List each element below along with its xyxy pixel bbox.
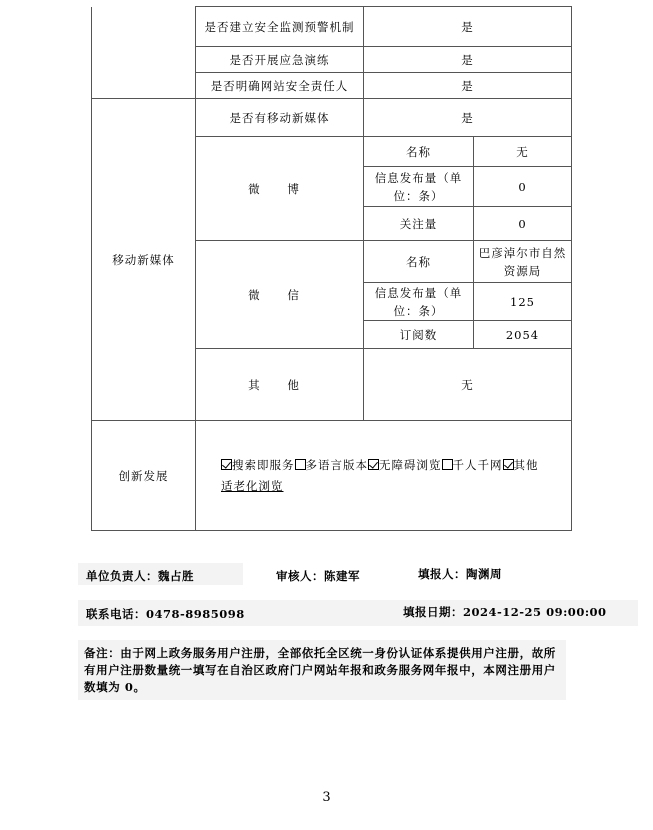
checkbox-empty-icon — [442, 459, 453, 470]
innovation-other-text: 适老化浏览 — [221, 478, 284, 493]
checkbox-checked-icon — [368, 459, 379, 470]
phone: 联系电话：0478-8985098 — [86, 607, 245, 621]
weibo-followers-label: 关注量 — [364, 207, 474, 241]
filler: 填报人：陶渊周 — [418, 567, 502, 581]
has-mobile-label: 是否有移动新媒体 — [196, 99, 364, 137]
option-personalized[interactable]: 千人千网 — [442, 458, 503, 472]
option-accessibility[interactable]: 无障碍浏览 — [368, 458, 442, 472]
wechat-name-value: 巴彦淖尔市自然资源局 — [474, 241, 572, 283]
wechat-name-label: 名称 — [364, 241, 474, 283]
wechat-subscribers-label: 订阅数 — [364, 321, 474, 349]
weibo-followers-value: 0 — [474, 207, 572, 241]
checkbox-checked-icon — [503, 459, 514, 470]
security-value: 是 — [364, 73, 572, 99]
innovation-section-label: 创新发展 — [92, 421, 196, 531]
option-other[interactable]: 其他 — [503, 458, 539, 472]
wechat-posts-value: 125 — [474, 283, 572, 321]
option-multilingual[interactable]: 多语言版本 — [295, 458, 369, 472]
reviewer: 审核人：陈建军 — [276, 569, 360, 583]
weibo-label: 微 博 — [196, 137, 364, 241]
weibo-name-label: 名称 — [364, 137, 474, 167]
wechat-posts-label: 信息发布量（单位：条） — [364, 283, 474, 321]
has-mobile-value: 是 — [364, 99, 572, 137]
checkbox-empty-icon — [295, 459, 306, 470]
security-section-cell — [92, 7, 196, 99]
fill-date: 填报日期：2024-12-25 09:00:00 — [403, 605, 607, 619]
weibo-posts-value: 0 — [474, 167, 572, 207]
innovation-options — [196, 421, 572, 531]
option-search-service[interactable]: 搜索即服务 — [221, 458, 295, 472]
other-label: 其 他 — [196, 349, 364, 421]
page-number: 3 — [322, 790, 331, 805]
mobile-section-label: 移动新媒体 — [92, 99, 196, 421]
remark-note: 备注：由于网上政务服务用户注册，全部依托全区统一身份认证体系提供用户注册，故所有用户注册数量统一填写在自治区政府门户网站年报和政务服务网年报中，本网注册用户数填为 0。 — [84, 646, 556, 694]
wechat-subscribers-value: 2054 — [474, 321, 572, 349]
wechat-label: 微 信 — [196, 241, 364, 349]
report-table — [91, 6, 572, 531]
security-label: 是否明确网站安全责任人 — [196, 73, 364, 99]
security-value: 是 — [364, 47, 572, 73]
checkbox-checked-icon — [221, 459, 232, 470]
other-value: 无 — [364, 349, 572, 421]
weibo-name-value: 无 — [474, 137, 572, 167]
security-label: 是否建立安全监测预警机制 — [196, 7, 364, 47]
unit-head: 单位负责人：魏占胜 — [86, 569, 194, 583]
security-value: 是 — [364, 7, 572, 47]
security-label: 是否开展应急演练 — [196, 47, 364, 73]
weibo-posts-label: 信息发布量（单位：条） — [364, 167, 474, 207]
